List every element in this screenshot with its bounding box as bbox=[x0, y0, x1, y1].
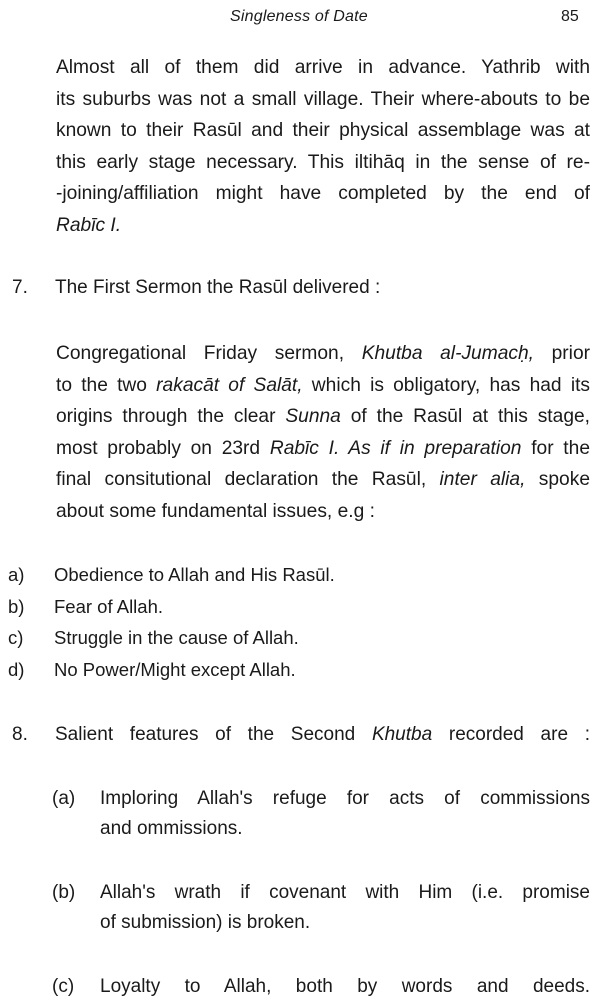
running-title: Singleness of Date bbox=[230, 8, 368, 25]
list-item-text bbox=[100, 972, 590, 1002]
paragraph-line: known to their Rasūl and their physical assemblage was at bbox=[56, 120, 590, 141]
italic-term: Sunna bbox=[285, 406, 341, 427]
feature-item bbox=[52, 972, 592, 1004]
text-run: spoke bbox=[525, 469, 590, 490]
text-run: recorded are : bbox=[432, 724, 590, 745]
feature-item bbox=[52, 784, 592, 846]
list-item bbox=[8, 622, 568, 654]
text-run: for the bbox=[521, 437, 590, 459]
italic-term: Khutba bbox=[371, 724, 433, 745]
paragraph-line: this early stage necessary. This iltihāq in the sense of re- bbox=[56, 151, 590, 173]
item-line: Imploring Allah's refuge for acts of commissions bbox=[100, 788, 590, 809]
paragraph-line bbox=[12, 433, 590, 465]
list-marker: (b) bbox=[52, 882, 76, 903]
section-heading-8 bbox=[12, 720, 590, 750]
paragraph-line bbox=[12, 464, 590, 496]
text-run: of the Rasūl at this stage, bbox=[340, 406, 590, 427]
text-run: prior bbox=[533, 343, 591, 364]
paragraph-line: -joining/affiliation might have completed by the end of bbox=[56, 183, 590, 204]
section-title bbox=[55, 720, 590, 750]
paragraph-line: Rabīc I. bbox=[56, 214, 122, 236]
section-title: The First Sermon the Rasūl delivered : bbox=[55, 277, 381, 298]
list-marker: b) bbox=[8, 595, 25, 617]
italic-term: rakacāt of Salāt, bbox=[156, 374, 303, 396]
list-item bbox=[8, 559, 568, 591]
paragraph-line: its suburbs was not a small village. Their where-abouts to be bbox=[56, 88, 590, 110]
text-run: Salient features of the Second bbox=[55, 724, 372, 745]
feature-item bbox=[52, 878, 592, 940]
text-run: most probably on 23rd bbox=[56, 437, 270, 459]
paragraph-line bbox=[12, 370, 590, 402]
list-marker: (c) bbox=[52, 976, 75, 997]
section-heading-7 bbox=[12, 273, 572, 303]
text-run: Congregational Friday sermon, bbox=[56, 343, 362, 364]
list-item-text: Fear of Allah. bbox=[54, 595, 164, 617]
page-number: 85 bbox=[561, 8, 579, 25]
paragraph-line: about some fundamental issues, e.g : bbox=[56, 500, 375, 522]
list-marker: c) bbox=[8, 627, 24, 648]
section-number: 8. bbox=[12, 724, 28, 745]
text-run: which is obligatory, has had its bbox=[302, 374, 591, 396]
text-run: to the two bbox=[56, 374, 157, 396]
list-item-text: Obedience to Allah and His Rasūl. bbox=[54, 564, 335, 585]
paragraph-arrival bbox=[12, 52, 590, 241]
list-marker: d) bbox=[8, 658, 25, 680]
paragraph-line: Almost all of them did arrive in advance. Yathrib with bbox=[56, 57, 590, 78]
italic-term: inter alia, bbox=[439, 469, 526, 490]
list-item-text: Struggle in the cause of Allah. bbox=[54, 627, 299, 648]
item-line: Loyalty to Allah, both by words and deeds. bbox=[100, 976, 590, 997]
section-number: 7. bbox=[12, 277, 28, 298]
running-header bbox=[0, 4, 600, 30]
list-item bbox=[8, 654, 568, 686]
item-line: of submission) is broken. bbox=[100, 912, 311, 933]
list-item-text: No Power/Might except Allah. bbox=[54, 658, 296, 680]
italic-term: Rabīc I. As if in preparation bbox=[269, 437, 522, 459]
list-marker: a) bbox=[8, 564, 25, 585]
list-item-text bbox=[100, 784, 590, 844]
item-line: Allah's wrath if covenant with Him (i.e. promise bbox=[100, 882, 590, 903]
list-item-text bbox=[100, 878, 590, 938]
fundamental-issues-list bbox=[8, 559, 568, 685]
list-item bbox=[8, 591, 568, 623]
item-line: and ommissions. bbox=[100, 818, 243, 839]
list-marker: (a) bbox=[52, 788, 76, 809]
italic-term: Khutba al-Jumacḥ, bbox=[361, 343, 534, 364]
paragraph-first-sermon bbox=[12, 338, 590, 527]
paragraph-line bbox=[12, 401, 590, 433]
text-run: final consitutional declaration the Rasūl, bbox=[56, 469, 440, 490]
text-run: origins through the clear bbox=[56, 406, 286, 427]
paragraph-line bbox=[12, 338, 590, 370]
